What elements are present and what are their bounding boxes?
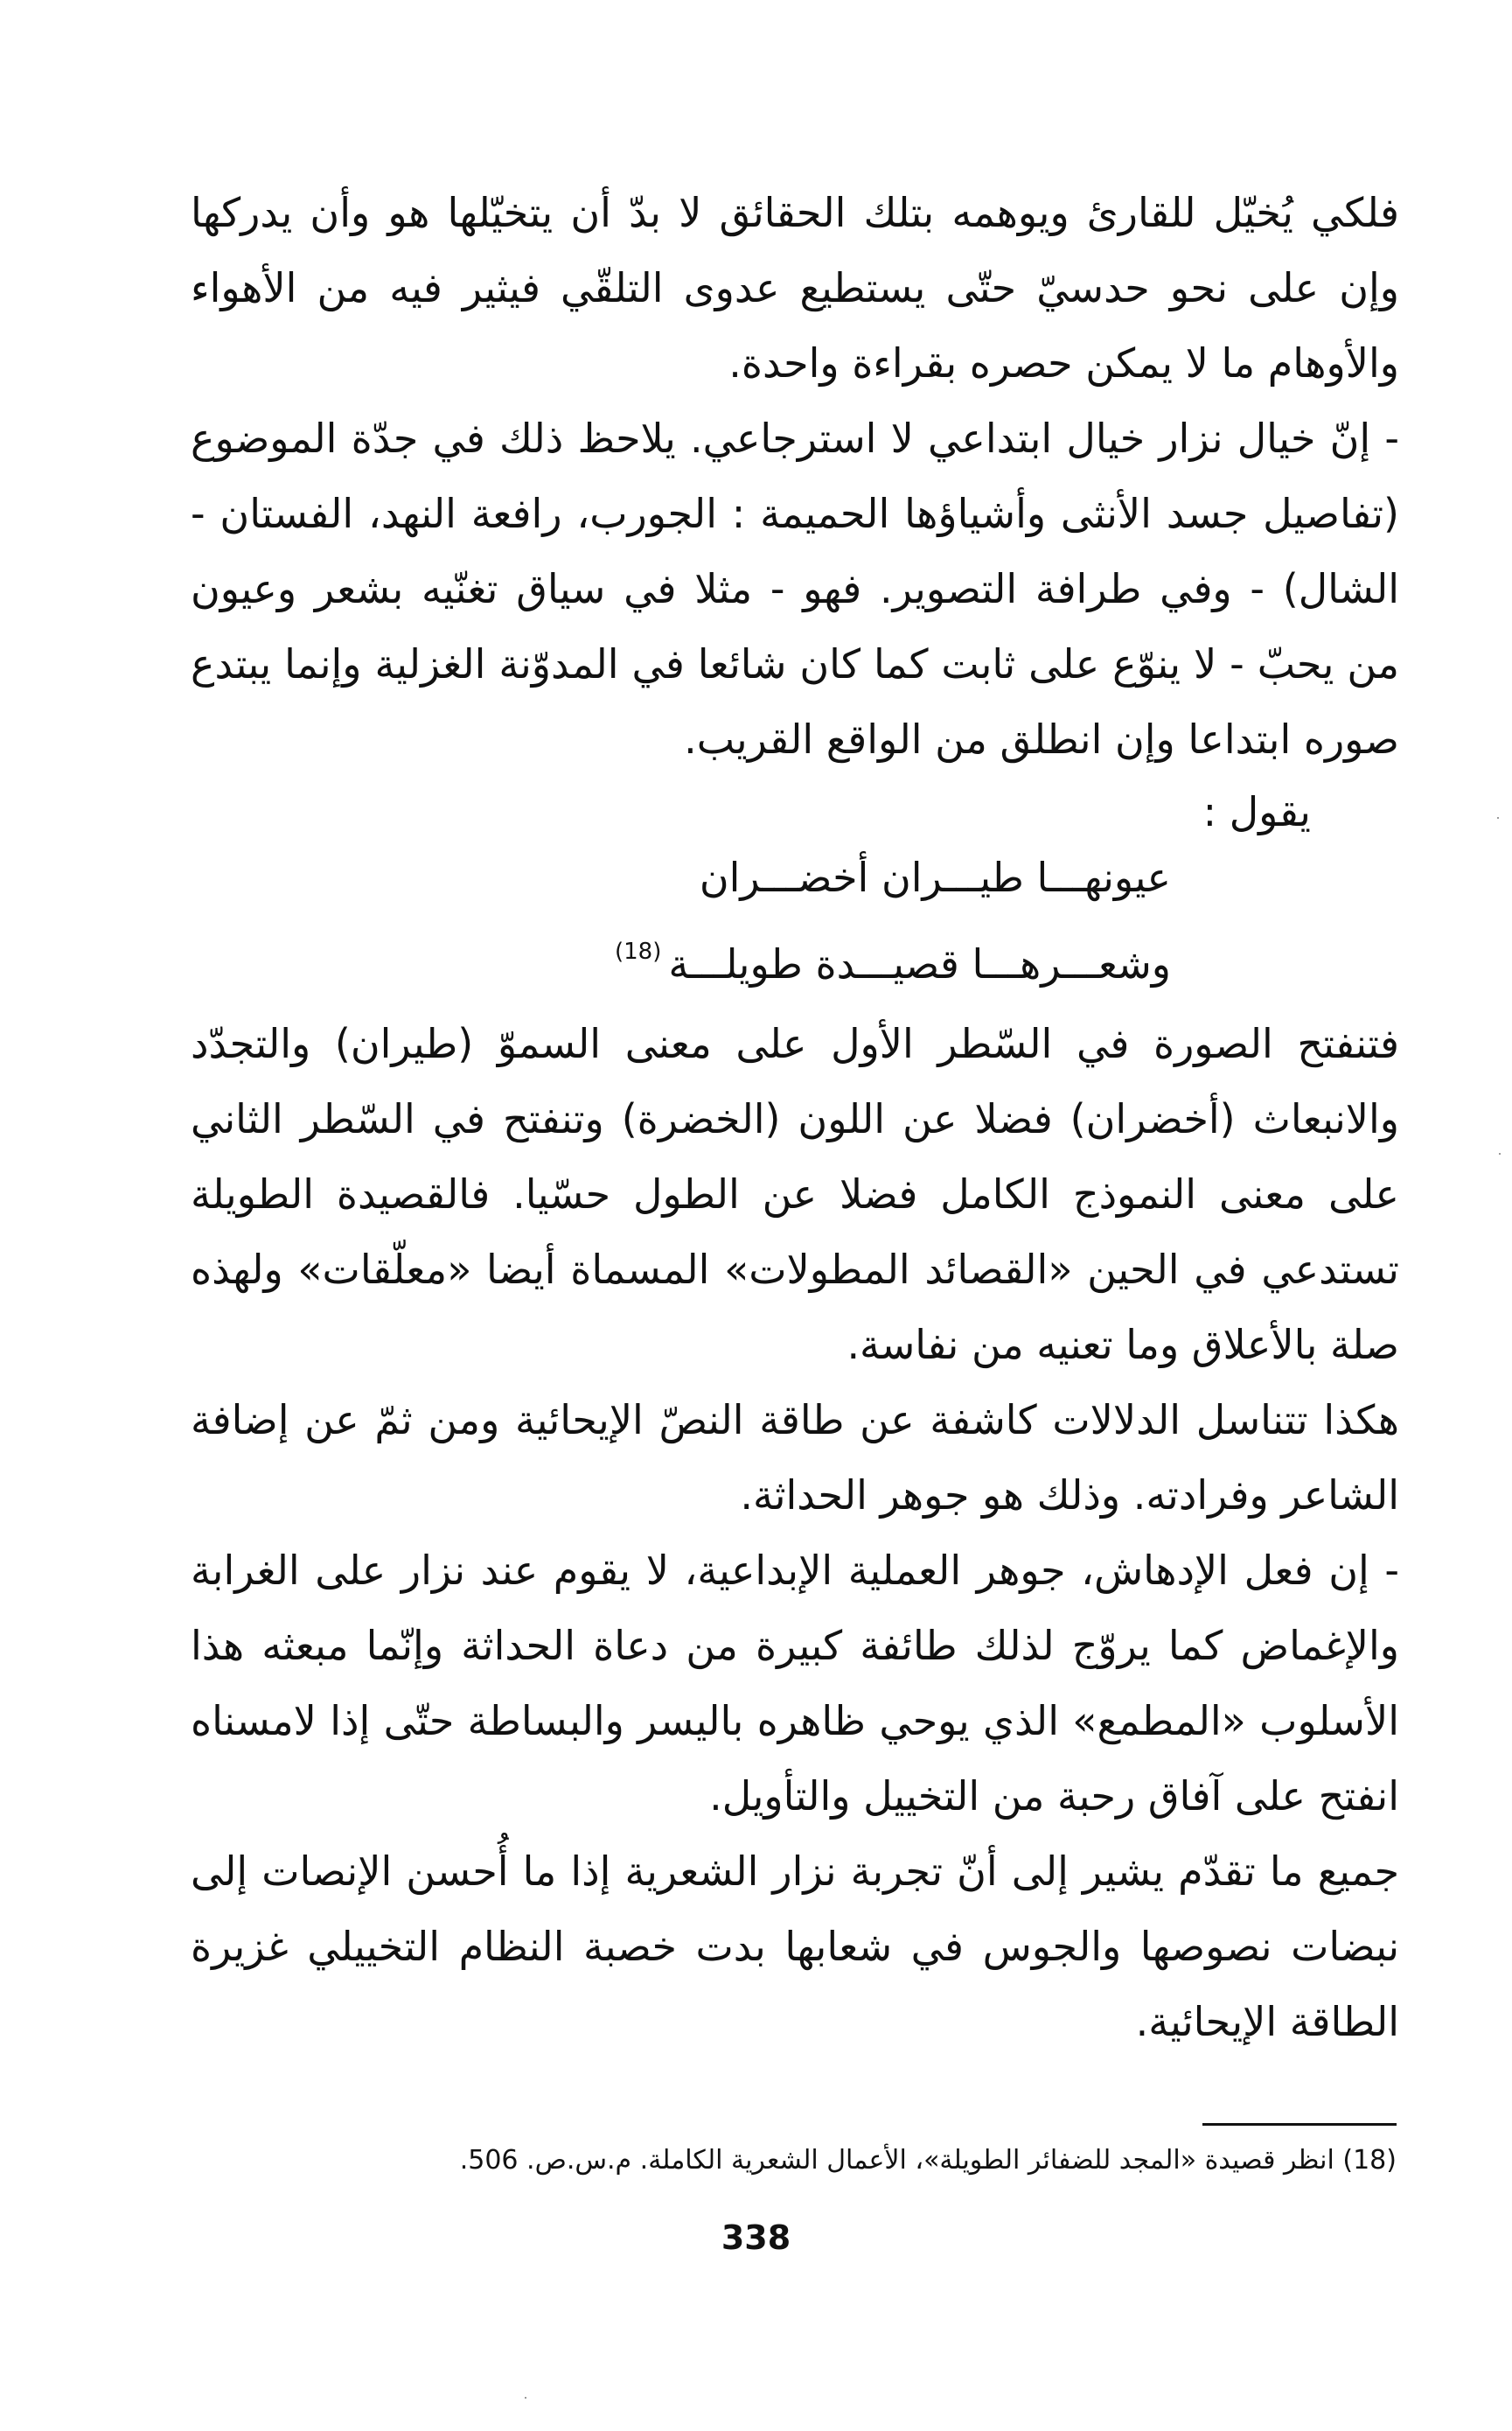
- body-text-bottom: [191, 1382, 1399, 2059]
- verse-line-1-text: عيونهـــا طيـــران أخضـــران: [699, 854, 1171, 901]
- paragraph-conclusion: جميع ما تقدّم يشير إلى أنّ تجربة نزار الشعرية إذا ما أُحسن الإنصات إلى نبضات نصوصها والجوس في شعابها بدت خصبة النظام التخييلي غزيرة الطاقة الإيحائية.: [191, 1848, 1399, 2045]
- footnote: (18) انظر قصيدة «المجد للضفائر الطويلة»، الأعمال الشعرية الكاملة. م.س.ص. 506.: [459, 2145, 1397, 2176]
- scan-speck: [525, 2397, 526, 2399]
- body-text-top: [191, 175, 1399, 777]
- verse-line-2: [615, 914, 1171, 1002]
- verse-line-1: [700, 840, 1171, 915]
- paragraph-connotations: هكذا تتناسل الدلالات كاشفة عن طاقة النصّ الإيحائية ومن ثمّ عن إضافة الشاعر وفرادته. وذلك هو جوهر الحداثة.: [191, 1396, 1399, 1519]
- quote-intro: يقول :: [1202, 788, 1311, 835]
- paragraph-image-analysis: فتنفتح الصورة في السّطر الأول على معنى السموّ (طيران) والتجدّد والانبعاث (أخضران) فضلا عن اللون (الخضرة) وتنفتح في السّطر الثاني على معنى النموذج الكامل فضلا عن الطول حسّيا. فالقصيدة الطويلة تستدعي في الحين «القصائد المطولات» المسماة أيضا «معلّقات» ولهذه صلة بالأعلاق وما تعنيه من نفاسة.: [191, 1020, 1399, 1368]
- page-number: 338: [721, 2218, 791, 2257]
- paragraph-innovative-imagination: - إنّ خيال نزار خيال ابتداعي لا استرجاعي. يلاحظ ذلك في جدّة الموضوع (تفاصيل جسد الأنثى وأشياؤها الحميمة : الجورب، رافعة النهد، الفستان - الشال) - وفي طرافة التصوير. فهو - مثلا في سياق تغنّيه بشعر وعيون من يحبّ - لا ينوّع على ثابت كما كان شائعا في المدوّنة الغزلية وإنما يبتدع صوره ابتداعا وإن انطلق من الواقع القريب.: [191, 415, 1399, 763]
- footnote-marker: (18): [614, 939, 662, 965]
- scan-speck: [1499, 1153, 1501, 1155]
- verse-line-2-text: وشعـــرهـــا قصيـــدة طويلـــة: [668, 940, 1171, 988]
- scan-speck: [1497, 817, 1499, 819]
- footnote-divider: [1202, 2123, 1397, 2126]
- paragraph-astonishment: - إن فعل الإدهاش، جوهر العملية الإبداعية، لا يقوم عند نزار على الغرابة والإغماض كما يروّج لذلك طائفة كبيرة من دعاة الحداثة وإنّما مبعثه هذا الأسلوب «المطمع» الذي يوحي ظاهره باليسر والبساطة حتّى إذا لامسناه انفتح على آفاق رحبة من التخييل والتأويل.: [191, 1547, 1399, 1820]
- body-text-middle: [191, 1006, 1399, 1382]
- paragraph-imagination: فلكي يُخيّل للقارئ ويوهمه بتلك الحقائق لا بدّ أن يتخيّلها هو وأن يدركها وإن على نحو حدسيّ حتّى يستطيع عدوى التلقّي فيثير فيه من الأهواء والأوهام ما لا يمكن حصره بقراءة واحدة.: [191, 189, 1399, 387]
